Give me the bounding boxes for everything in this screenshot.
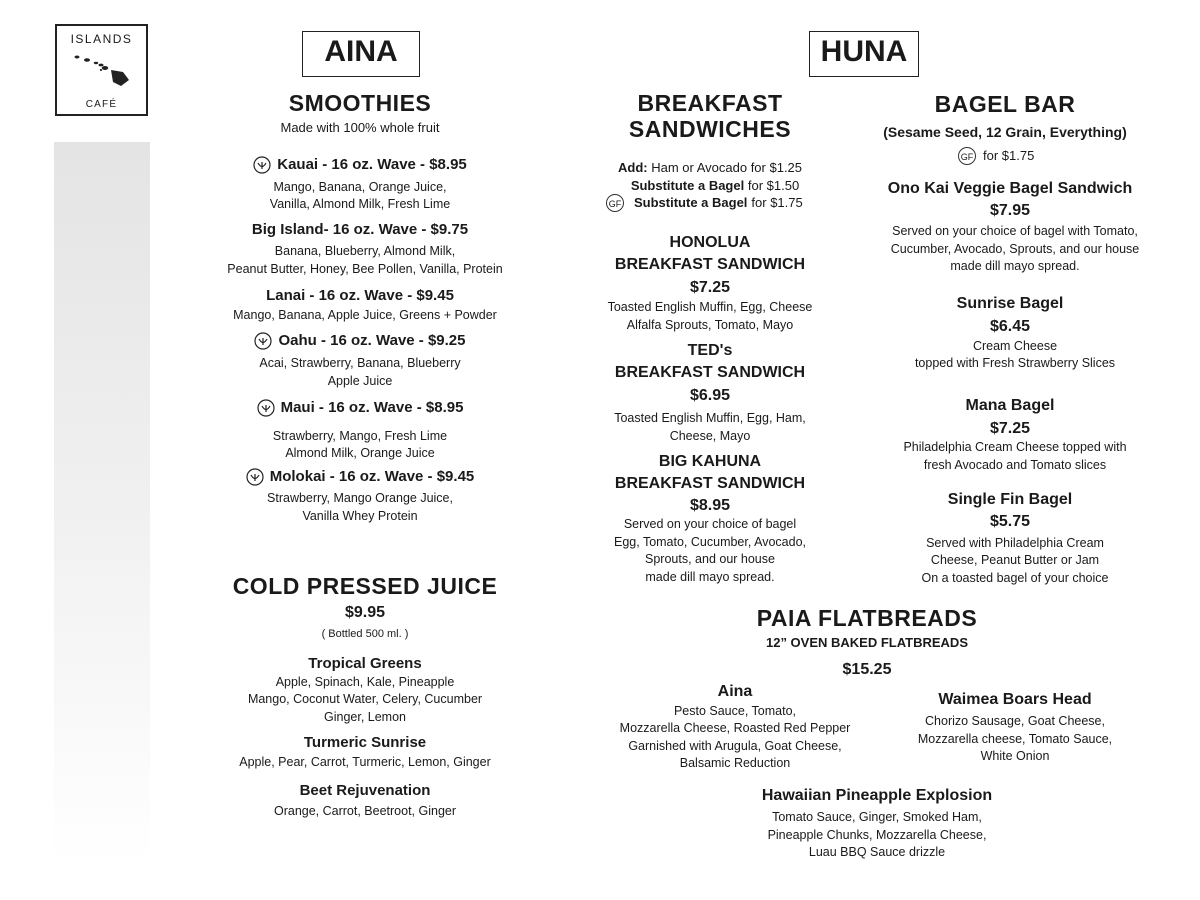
gluten-free-icon: GF xyxy=(958,147,976,165)
flatbread-desc: Pesto Sauce, Tomato, xyxy=(673,704,797,718)
bagel-price: $5.75 xyxy=(989,513,1031,530)
smoothie-item xyxy=(210,155,510,175)
bagel-desc: fresh Avocado and Tomato slices xyxy=(923,458,1107,472)
sandwich-name: BREAKFAST SANDWICH xyxy=(614,256,806,273)
juice-desc: Apple, Spinach, Kale, Pineapple xyxy=(275,675,455,689)
smoothie-name: Molokai - 16 oz. Wave - $9.45 xyxy=(269,468,475,485)
bagel-price: $7.25 xyxy=(989,420,1031,437)
juice-desc: Apple, Pear, Carrot, Turmeric, Lemon, Ginger xyxy=(239,755,491,769)
juice-name: Turmeric Sunrise xyxy=(303,734,427,751)
smoothie-name: Lanai - 16 oz. Wave - $9.45 xyxy=(266,287,454,304)
sandwich-name: BIG KAHUNA xyxy=(658,453,762,470)
sandwich-name: BREAKFAST SANDWICH xyxy=(614,364,806,381)
sandwich-desc: Toasted English Muffin, Egg, Ham, xyxy=(614,411,806,425)
islands-cafe-logo xyxy=(55,24,148,116)
juice-desc: Ginger, Lemon xyxy=(324,710,406,724)
smoothie-desc: Banana, Blueberry, Almond Milk, xyxy=(274,244,456,258)
logo-bottom-text: CAFÉ xyxy=(85,99,118,110)
hawaiian-islands-icon xyxy=(71,52,135,88)
vegan-leaf-icon xyxy=(246,468,264,486)
bagel-desc: Cucumber, Avocado, Sprouts, and our house xyxy=(890,242,1140,256)
bagel-desc: Cream Cheese xyxy=(972,339,1058,353)
sandwich-price: $6.95 xyxy=(689,387,731,404)
smoothie-name: Maui - 16 oz. Wave - $8.95 xyxy=(280,399,464,416)
bagel-desc: On a toasted bagel of your choice xyxy=(921,571,1109,585)
flatbreads-title: PAIA FLATBREADS xyxy=(756,605,978,631)
substitute-bold: Substitute a Bagel xyxy=(630,178,745,193)
aina-header: AINA xyxy=(302,31,420,77)
gf-substitute-line xyxy=(606,194,836,212)
juice-name: Tropical Greens xyxy=(308,655,422,672)
bagel-bar-subtitle: (Sesame Seed, 12 Grain, Everything) xyxy=(883,124,1127,140)
bagel-desc: Philadelphia Cream Cheese topped with xyxy=(903,440,1127,454)
flatbreads-price: $15.25 xyxy=(842,661,892,678)
smoothie-name: Kauai - 16 oz. Wave - $8.95 xyxy=(277,156,467,173)
bagel-desc: topped with Fresh Strawberry Slices xyxy=(914,356,1116,370)
smoothie-name: Oahu - 16 oz. Wave - $9.25 xyxy=(278,332,466,349)
sandwich-name: HONOLUA xyxy=(669,234,751,251)
flatbread-desc: White Onion xyxy=(980,749,1050,763)
sandwich-desc: Cheese, Mayo xyxy=(669,429,751,443)
smoothie-desc: Apple Juice xyxy=(327,374,393,388)
sandwich-name: BREAKFAST SANDWICH xyxy=(614,475,806,492)
add-label: Add: xyxy=(617,160,648,175)
bagel-name: Mana Bagel xyxy=(965,397,1055,414)
bagel-desc: Served on your choice of bagel with Tomato, xyxy=(892,224,1138,238)
sandwich-name: TED's xyxy=(687,342,733,359)
substitute-bold: Substitute a Bagel xyxy=(634,195,748,210)
logo-top-text: ISLANDS xyxy=(70,32,133,46)
smoothie-item xyxy=(210,467,510,487)
bagel-desc: Served with Philadelphia Cream xyxy=(926,536,1104,550)
sidebar-decoration xyxy=(54,142,150,862)
sandwich-desc: Toasted English Muffin, Egg, Cheese xyxy=(607,300,813,314)
vegan-leaf-icon xyxy=(254,332,272,350)
smoothie-item xyxy=(210,331,510,351)
bagel-price: $6.45 xyxy=(989,318,1031,335)
juice-note: ( Bottled 500 ml. ) xyxy=(321,628,409,640)
smoothies-title: SMOOTHIES xyxy=(288,90,432,116)
sandwich-desc: Alfalfa Sprouts, Tomato, Mayo xyxy=(626,318,794,332)
flatbread-name: Hawaiian Pineapple Explosion xyxy=(761,787,993,804)
bagel-name: Sunrise Bagel xyxy=(956,295,1064,312)
flatbread-desc: Mozzarella cheese, Tomato Sauce, xyxy=(917,732,1113,746)
bagel-gf-text: for $1.75 xyxy=(983,148,1035,163)
breakfast-title-2: SANDWICHES xyxy=(628,116,792,142)
smoothie-desc: Strawberry, Mango, Fresh Lime xyxy=(272,429,448,443)
flatbread-desc: Pineapple Chunks, Mozzarella Cheese, xyxy=(767,828,987,842)
smoothie-item xyxy=(210,398,510,418)
juice-desc: Orange, Carrot, Beetroot, Ginger xyxy=(273,804,457,818)
sandwich-price: $8.95 xyxy=(689,497,731,514)
sandwich-desc: Egg, Tomato, Cucumber, Avocado, xyxy=(613,535,807,549)
smoothie-desc: Mango, Banana, Apple Juice, Greens + Powder xyxy=(233,308,497,322)
flatbread-desc: Luau BBQ Sauce drizzle xyxy=(808,845,946,859)
smoothie-desc: Almond Milk, Orange Juice xyxy=(285,446,435,460)
smoothie-desc: Acai, Strawberry, Banana, Blueberry xyxy=(259,356,461,370)
smoothie-desc: Vanilla, Almond Milk, Fresh Lime xyxy=(269,197,451,211)
juice-price: $9.95 xyxy=(344,604,386,621)
sandwich-desc: made dill mayo spread. xyxy=(645,570,775,584)
substitute-text: for $1.50 xyxy=(747,178,800,193)
bagel-name: Single Fin Bagel xyxy=(947,491,1073,508)
bagel-name: Ono Kai Veggie Bagel Sandwich xyxy=(887,180,1133,197)
smoothie-desc: Strawberry, Mango Orange Juice, xyxy=(267,491,453,505)
smoothie-desc: Mango, Banana, Orange Juice, xyxy=(273,180,447,194)
flatbread-name: Waimea Boars Head xyxy=(938,691,1092,708)
sandwich-price: $7.25 xyxy=(689,279,731,296)
flatbread-desc: Chorizo Sausage, Goat Cheese, xyxy=(925,714,1105,728)
flatbread-desc: Balsamic Reduction xyxy=(679,756,791,770)
flatbreads-subtitle: 12” OVEN BAKED FLATBREADS xyxy=(765,635,968,650)
flatbread-desc: Mozzarella Cheese, Roasted Red Pepper xyxy=(619,721,851,735)
add-ons-line xyxy=(595,159,825,177)
huna-header: HUNA xyxy=(809,31,919,77)
substitute-text: for $1.75 xyxy=(751,195,803,210)
bagel-gf-line xyxy=(958,147,1078,165)
gluten-free-icon: GF xyxy=(606,194,624,212)
bagel-bar-title: BAGEL BAR xyxy=(934,91,1076,117)
substitute-line xyxy=(605,177,825,195)
bagel-price: $7.95 xyxy=(989,202,1031,219)
vegan-leaf-icon xyxy=(257,399,275,417)
vegan-leaf-icon xyxy=(253,156,271,174)
flatbread-desc: Tomato Sauce, Ginger, Smoked Ham, xyxy=(772,810,982,824)
breakfast-title-1: BREAKFAST xyxy=(637,90,783,116)
juice-title: COLD PRESSED JUICE xyxy=(232,573,498,599)
juice-name: Beet Rejuvenation xyxy=(299,782,431,799)
sandwich-desc: Served on your choice of bagel xyxy=(623,517,797,531)
bagel-desc: made dill mayo spread. xyxy=(950,259,1080,273)
add-text: Ham or Avocado for $1.25 xyxy=(651,160,803,175)
juice-desc: Mango, Coconut Water, Celery, Cucumber xyxy=(247,692,483,706)
flatbread-desc: Garnished with Arugula, Goat Cheese, xyxy=(628,739,842,753)
bagel-desc: Cheese, Peanut Butter or Jam xyxy=(930,553,1100,567)
smoothies-subtitle: Made with 100% whole fruit xyxy=(280,120,440,135)
smoothie-name: Big Island- 16 oz. Wave - $9.75 xyxy=(251,221,469,238)
smoothie-desc: Vanilla Whey Protein xyxy=(302,509,418,523)
flatbread-name: Aina xyxy=(717,683,753,700)
sandwich-desc: Sprouts, and our house xyxy=(645,552,775,566)
smoothie-desc: Peanut Butter, Honey, Bee Pollen, Vanilla, Protein xyxy=(227,262,503,276)
